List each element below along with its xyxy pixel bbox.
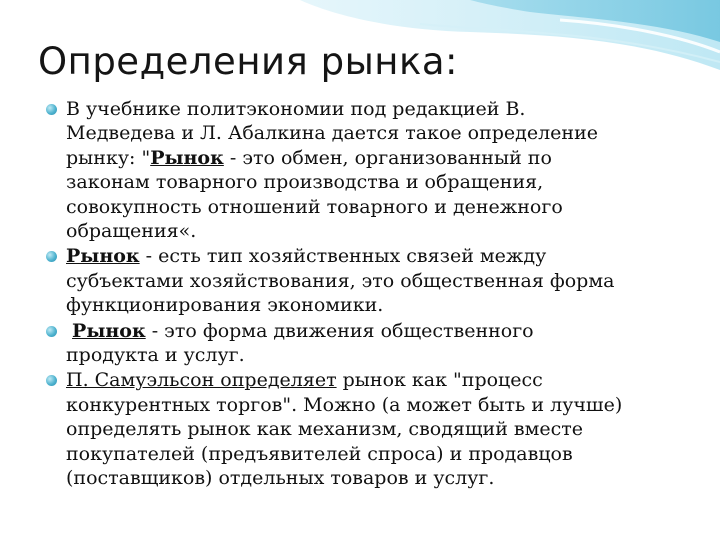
list-item: [46, 244, 706, 317]
text-line: конкурентных торгов". Можно (а может быть и лучше): [66, 393, 623, 416]
text-line: определять рынок как механизм, сводящий вместе: [66, 418, 584, 441]
text-segment: рынок как "процесс: [336, 369, 543, 392]
sphere-bullet-icon: [46, 326, 57, 337]
text-segment: - это обмен, организованный по: [223, 146, 552, 169]
term-market: Рынок: [150, 146, 224, 169]
sphere-bullet-icon: [46, 104, 57, 115]
text-line: Медведева и Л. Абалкина дается такое определение: [66, 122, 598, 145]
text-segment: - это форма движения общественного: [145, 319, 534, 342]
term-market: Рынок: [66, 245, 140, 268]
text-line: покупателей (предъявителей спроса) и продавцов: [66, 442, 573, 465]
text-line: субъектами хозяйствования, это общественная форма: [66, 269, 615, 292]
text-line: функционирования экономики.: [66, 294, 384, 317]
list-item: [46, 368, 706, 490]
sphere-bullet-icon: [46, 375, 57, 386]
text-segment: рынку: ": [66, 146, 151, 169]
list-item: [46, 97, 706, 243]
text-line: совокупность отношений товарного и денежного: [66, 195, 563, 218]
text-line: продукта и услуг.: [66, 344, 245, 367]
text-line: В учебнике политэкономии под редакцией В.: [66, 98, 526, 120]
text-line: обращения«.: [66, 220, 197, 243]
author-reference: П. Самуэльсон определяет: [66, 369, 337, 392]
slide-title: Определения рынка:: [38, 40, 458, 83]
text-line: (поставщиков) отдельных товаров и услуг.: [66, 467, 495, 490]
bullet-list: [46, 97, 706, 492]
text-segment: - есть тип хозяйственных связей между: [139, 245, 547, 268]
text-line: законам товарного производства и обращения,: [66, 171, 544, 194]
term-market: Рынок: [72, 319, 146, 342]
sphere-bullet-icon: [46, 251, 57, 262]
list-item: [46, 319, 706, 368]
